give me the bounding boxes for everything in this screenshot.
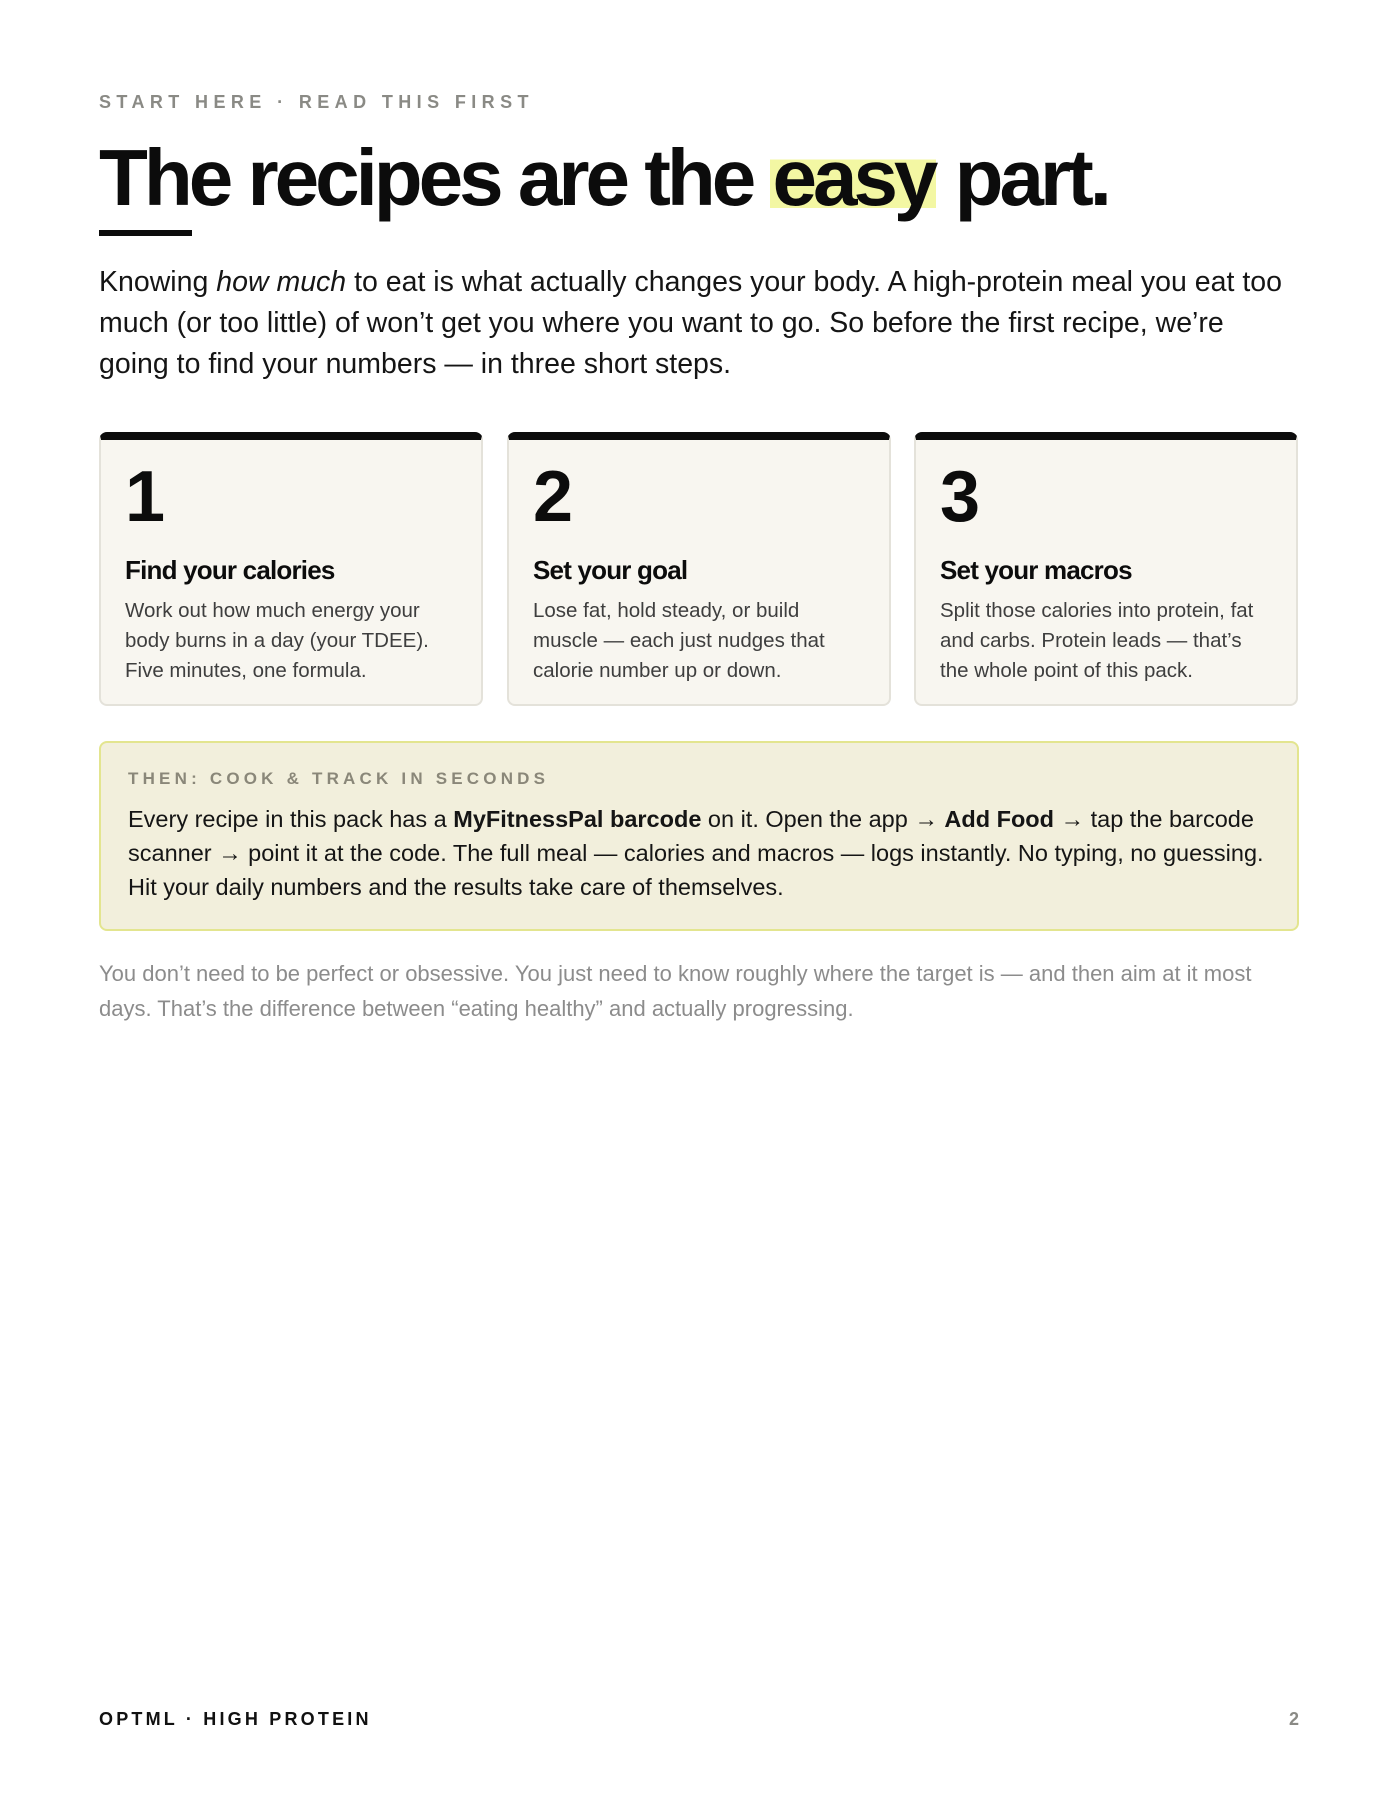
step-card-goal <box>507 432 891 706</box>
callout-bold-add-food: Add Food <box>944 806 1055 832</box>
intro-emphasis: how much <box>216 266 347 298</box>
intro-text-start: Knowing <box>99 266 217 298</box>
steps-row <box>99 432 1299 706</box>
title-highlight: easy <box>772 133 935 222</box>
step-description: Lose fat, hold steady, or build muscle — each just nudges that calorie number up or down. <box>533 599 825 682</box>
callout-text-2: on it. Open the app → <box>701 806 945 832</box>
page-number: 2 <box>1288 1709 1299 1729</box>
callout-text <box>128 802 1270 904</box>
callout-text-1: Every recipe in this pack has a <box>128 806 454 832</box>
step-card-macros <box>914 432 1298 706</box>
tracking-callout <box>99 741 1299 931</box>
callout-kicker: THEN: COOK & TRACK IN SECONDS <box>128 769 550 788</box>
title-text-start: The recipes are the <box>99 133 771 222</box>
intro-text-end: to eat is what actually changes your body. A high-protein meal you eat too much (or too little) of won’t get you where you want to go. So before the first recipe, we’re going to find your numbers — in three short steps. <box>99 266 1282 380</box>
step-title: Set your goal <box>533 555 688 585</box>
step-description: Split those calories into protein, fat and carbs. Protein leads — that’s the whole point of this pack. <box>940 599 1254 682</box>
step-number: 3 <box>940 457 981 537</box>
callout-bold-barcode: MyFitnessPal barcode <box>453 806 702 832</box>
title-text-end: part. <box>936 133 1109 222</box>
intro-paragraph <box>99 262 1299 385</box>
page <box>99 0 1299 1812</box>
step-number: 2 <box>533 457 574 537</box>
step-description: Work out how much energy your body burns in a day (your TDEE). Five minutes, one formula. <box>125 599 429 682</box>
page-title <box>99 128 1108 228</box>
step-number: 1 <box>125 457 166 537</box>
step-title: Find your calories <box>125 555 335 585</box>
callout-text-3: → tap the barcode scanner → point it at the code. The full meal — calories and macros — logs instantly. No typing, no guessing. Hit your daily numbers and the results take care of themselves. <box>128 806 1264 900</box>
title-underline-rule <box>99 230 192 236</box>
closing-note: You don’t need to be perfect or obsessive. You just need to know roughly where the target is — and then aim at it most days. That’s the difference between “eating healthy” and actually progressing. <box>99 961 1252 1021</box>
section-kicker: START HERE · READ THIS FIRST <box>99 92 534 112</box>
step-card-calories <box>99 432 483 706</box>
footer-brand: OPTML · HIGH PROTEIN <box>99 1709 372 1729</box>
step-title: Set your macros <box>940 555 1132 585</box>
